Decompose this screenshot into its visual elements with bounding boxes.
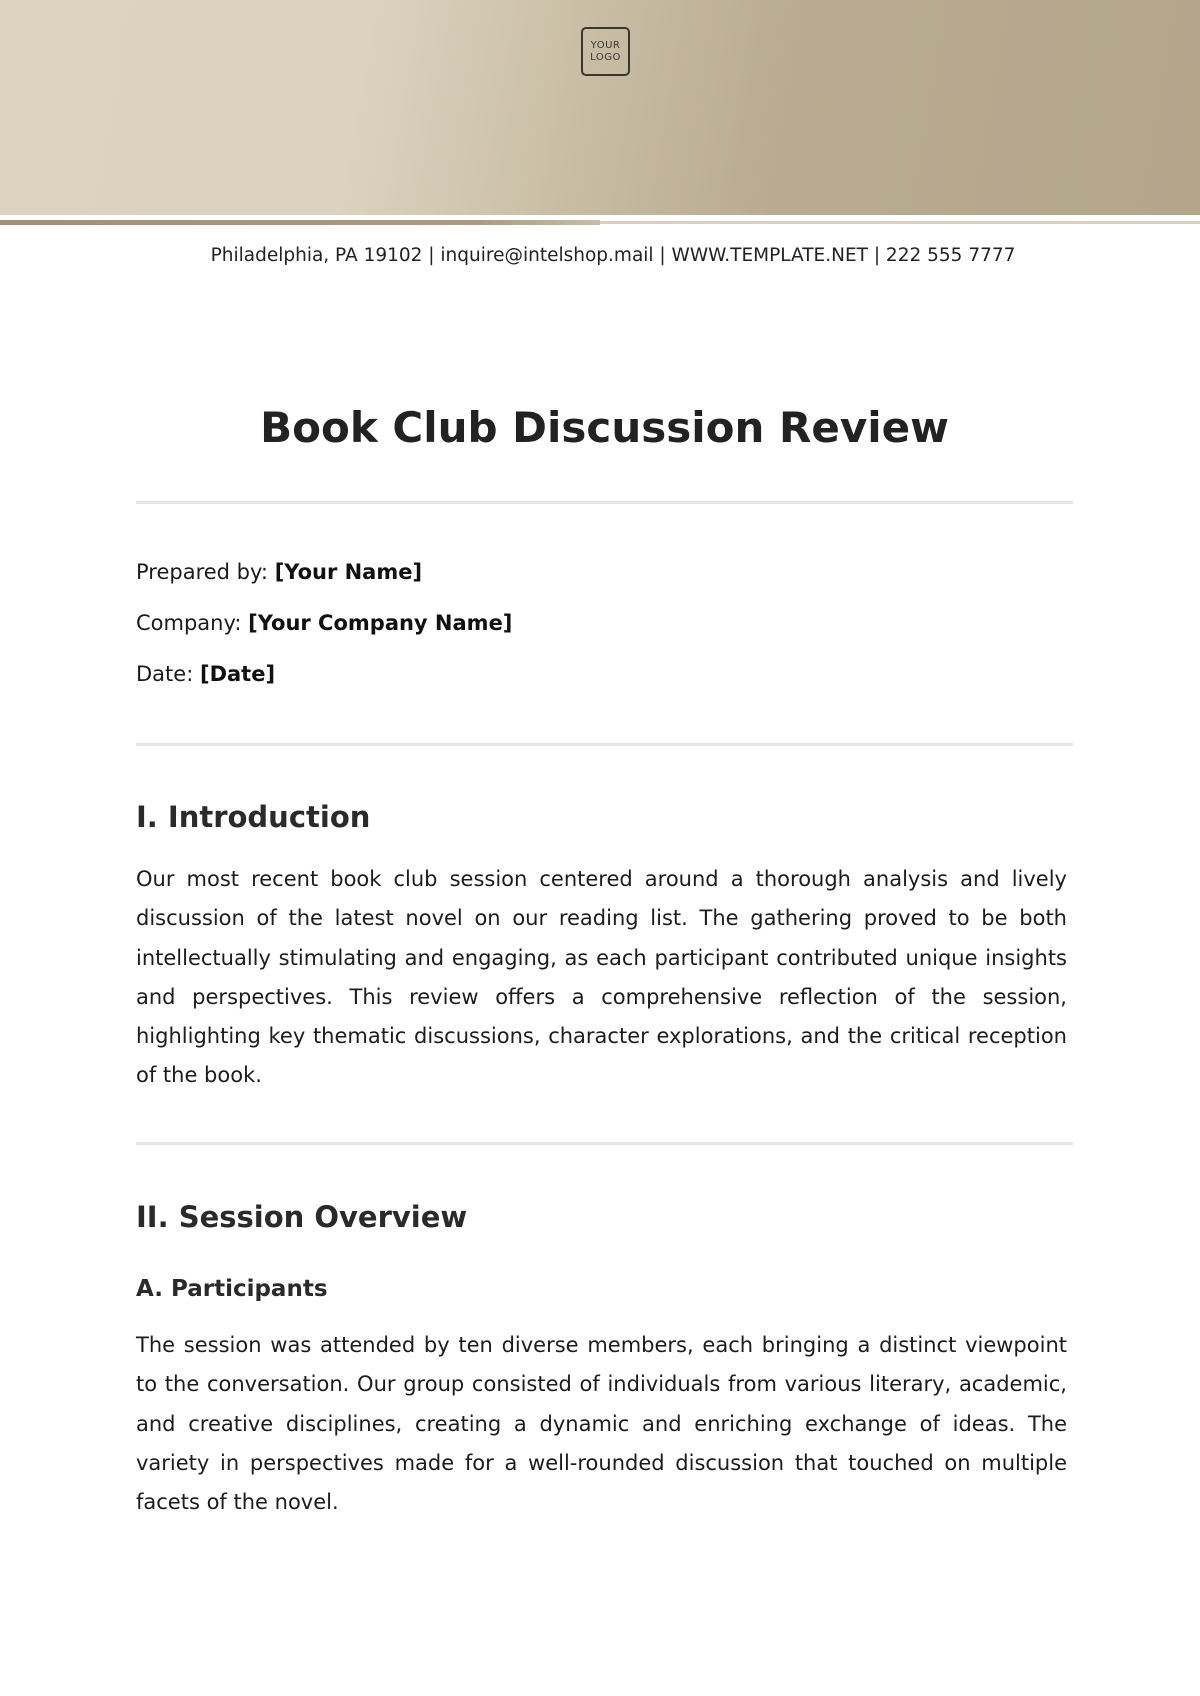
date-line <box>136 662 275 686</box>
company-label: Company: <box>136 611 242 635</box>
document-title: Book Club Discussion Review <box>260 403 949 452</box>
company-value: [Your Company Name] <box>248 611 513 635</box>
header-divider-dark <box>0 220 600 225</box>
participants-paragraph: The session was attended by ten diverse members, each bringing a distinct viewpoint to the conversation. Our group consisted of individuals from various literary, academic, and creative disciplines, creating a dynamic and enriching exchange of ideas. The variety in perspectives made for a well-rounded discussion that touched on multiple facets of the novel. <box>136 1333 1067 1515</box>
divider <box>136 1142 1073 1145</box>
section-heading-session-overview: II. Session Overview <box>136 1200 468 1234</box>
section-heading-introduction: I. Introduction <box>136 800 371 834</box>
logo-text-line2: LOGO <box>590 51 621 63</box>
contact-info: Philadelphia, PA 19102 | inquire@intelshop.mail | WWW.TEMPLATE.NET | 222 555 7777 <box>210 245 1016 266</box>
divider <box>136 501 1073 504</box>
introduction-paragraph: Our most recent book club session centered around a thorough analysis and lively discussion of the latest novel on our reading list. The gathering proved to be both intellectually stimulating and engaging, as each participant contributed unique insights and perspectives. This review offers a comprehensive reflection of the session, highlighting key thematic discussions, character explorations, and the critical reception of the book. <box>136 867 1067 1088</box>
prepared-by-label: Prepared by: <box>136 560 268 584</box>
prepared-by-line <box>136 560 422 584</box>
company-logo <box>581 27 630 76</box>
divider <box>136 743 1073 746</box>
subsection-heading-participants: A. Participants <box>136 1276 328 1302</box>
date-label: Date: <box>136 662 194 686</box>
company-line <box>136 611 512 635</box>
date-value: [Date] <box>199 662 276 686</box>
prepared-by-value: [Your Name] <box>274 560 423 584</box>
logo-text-line1: YOUR <box>590 39 621 51</box>
header-divider-light <box>600 221 1200 224</box>
